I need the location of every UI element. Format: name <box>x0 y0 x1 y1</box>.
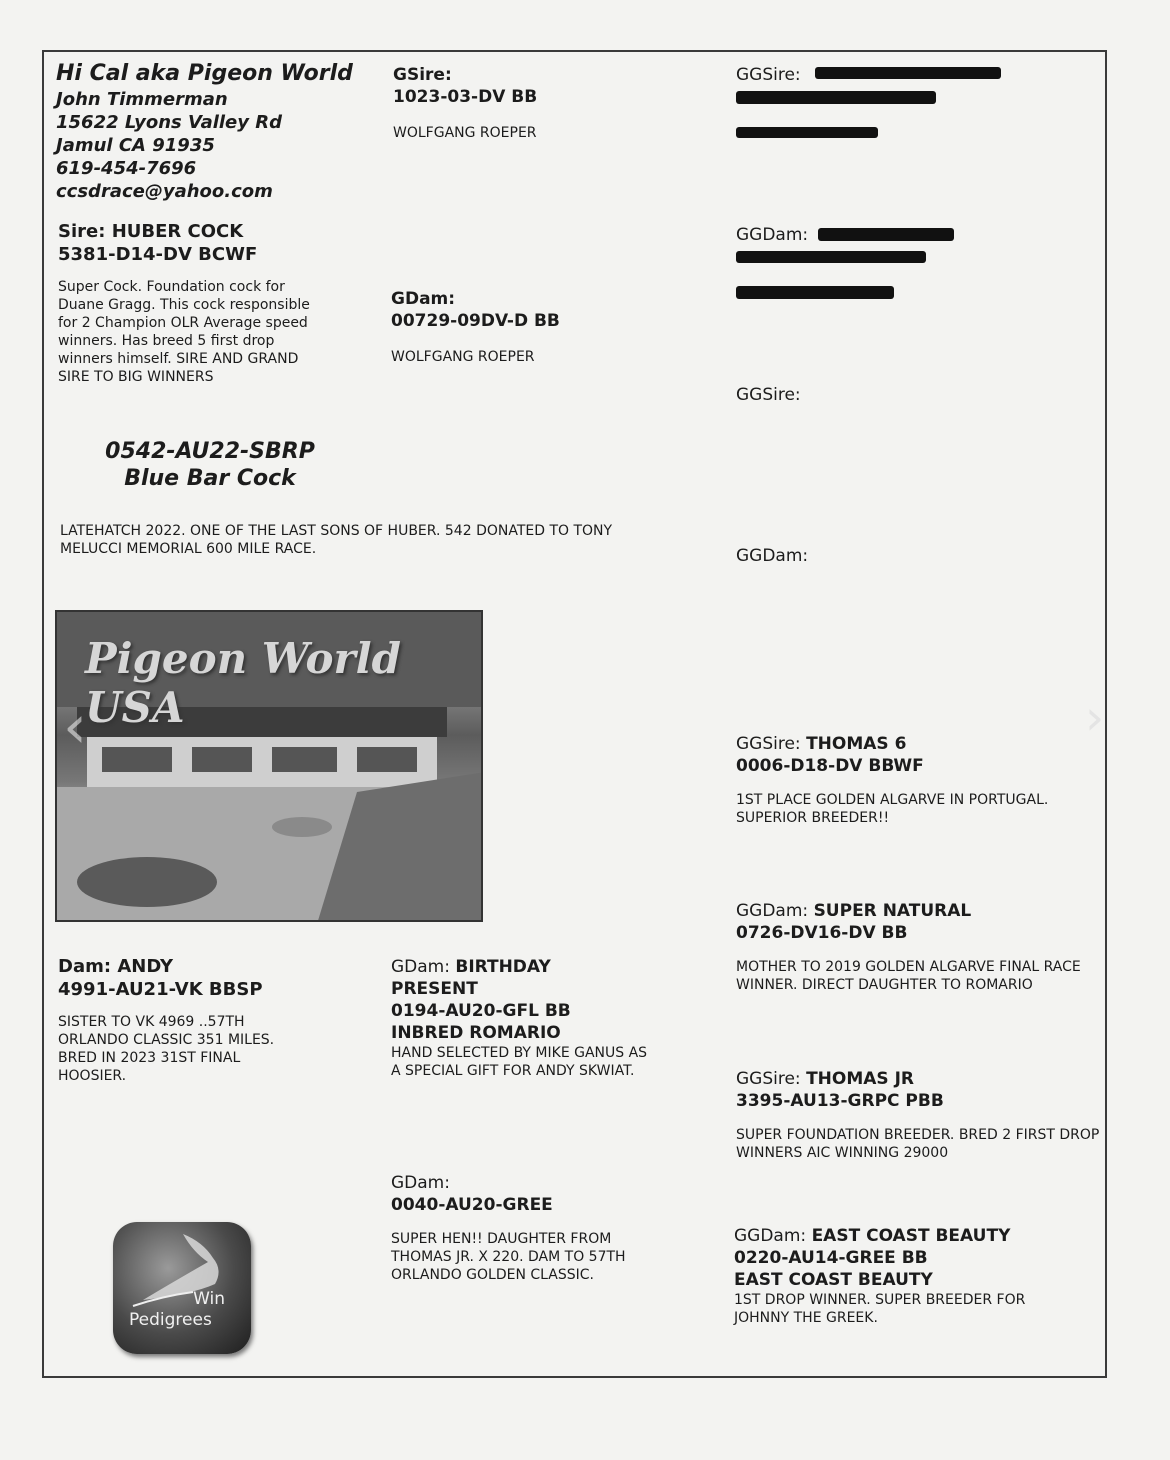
sire-label: Sire: <box>58 221 106 242</box>
ggsire3-band: 0006-D18-DV BBWF <box>736 756 924 776</box>
logo-text-pedigrees: Pedigrees <box>129 1310 212 1330</box>
redaction-bar <box>736 127 878 138</box>
dam-name: ANDY <box>117 956 173 977</box>
ggdam4-name: EAST COAST BEAUTY <box>811 1226 1011 1246</box>
logo-text-win: Win <box>193 1289 225 1309</box>
redaction-bar <box>736 91 936 104</box>
ggdam4-block <box>734 1225 1099 1327</box>
ggsire3-heading <box>736 733 1096 755</box>
pigeon-icon <box>113 1222 251 1354</box>
ggdam2-label: GGDam: <box>736 546 809 566</box>
sire-band: 5381-D14-DV BCWF <box>58 244 258 265</box>
loft-name: Hi Cal aka Pigeon World <box>56 61 353 86</box>
dam-heading <box>58 955 358 978</box>
ggdam4-label: GGDam: <box>734 1226 807 1246</box>
ggdam3-label: GGDam: <box>736 901 809 921</box>
redaction-bar <box>815 67 1001 79</box>
ggdam4-extra: EAST COAST BEAUTY <box>734 1270 933 1290</box>
ggsire4-label: GGSire: <box>736 1069 801 1089</box>
subject-color: Blue Bar Cock <box>124 466 296 491</box>
gdam-top-label: GDam: <box>391 289 456 309</box>
ggsire3-notes: 1ST PLACE GOLDEN ALGARVE IN PORTUGAL. SUPERIOR BREEDER!! <box>736 792 1049 826</box>
dam-band: 4991-AU21-VK BBSP <box>58 979 263 1000</box>
ggsire2-label: GGSire: <box>736 385 801 405</box>
gdam-mid-block <box>391 956 671 1080</box>
gdam-top-band: 00729-09DV-D BB <box>391 311 560 331</box>
gdam-bottom-block <box>391 1172 671 1284</box>
loft-photo <box>55 610 483 922</box>
ggsire1-label: GGSire: <box>736 65 801 85</box>
subject-band: 0542-AU22-SBRP <box>105 439 315 464</box>
ggsire3-label: GGSire: <box>736 734 801 754</box>
gsire-top-breeder: WOLFGANG ROEPER <box>393 125 537 141</box>
gsire-top-label: GSire: <box>393 65 452 85</box>
ggsire3-block <box>736 733 1096 827</box>
gdam-mid-heading <box>391 956 671 978</box>
gdam-bottom-band: 0040-AU20-GREE <box>391 1195 553 1215</box>
dam-notes: SISTER TO VK 4969 ..57TH ORLANDO CLASSIC 351 MILES. BRED IN 2023 31ST FINAL HOOSIER. <box>58 1014 275 1084</box>
ggdam3-band: 0726-DV16-DV BB <box>736 923 908 943</box>
chevron-right-icon[interactable]: › <box>1085 690 1105 746</box>
gdam-top-block <box>391 288 691 366</box>
redaction-bar <box>818 228 954 241</box>
owner-city: Jamul CA 91935 <box>56 135 215 156</box>
sire-notes: Super Cock. Foundation cock for Duane Gragg. This cock responsible for 2 Champion OLR Average speed winners. Has breed 5 first drop winners himself. SIRE AND GRAND SIRE TO BIG WINNERS <box>58 279 310 385</box>
owner-block <box>56 60 386 203</box>
ggsire4-heading <box>736 1068 1101 1090</box>
ggsire4-band: 3395-AU13-GRPC PBB <box>736 1091 944 1111</box>
ggsire4-name: THOMAS JR <box>806 1069 915 1089</box>
subject-notes: LATEHATCH 2022. ONE OF THE LAST SONS OF HUBER. 542 DONATED TO TONY MELUCCI MEMORIAL 600 MILE RACE. <box>60 523 613 557</box>
ggdam1-label: GGDam: <box>736 225 809 245</box>
redaction-bar <box>736 286 894 299</box>
owner-phone: 619-454-7696 <box>56 158 197 179</box>
sire-name: HUBER COCK <box>111 221 244 242</box>
ggsire3-name: THOMAS 6 <box>806 734 907 754</box>
gdam-bottom-label: GDam: <box>391 1173 450 1193</box>
photo-title: Pigeon World USA <box>85 634 402 732</box>
gdam-mid-band: 0194-AU20-GFL BB <box>391 1001 571 1021</box>
gdam-bottom-notes: SUPER HEN!! DAUGHTER FROM THOMAS JR. X 220. DAM TO 57TH ORLANDO GOLDEN CLASSIC. <box>391 1231 626 1283</box>
ggdam3-heading <box>736 900 1096 922</box>
gdam-mid-name2: PRESENT <box>391 979 478 999</box>
win-pedigrees-logo <box>113 1222 251 1354</box>
gdam-mid-extra: INBRED ROMARIO <box>391 1023 561 1043</box>
ggdam4-band: 0220-AU14-GREE BB <box>734 1248 928 1268</box>
ggdam4-heading <box>734 1225 1099 1247</box>
subject-block <box>60 438 360 492</box>
ggdam3-block <box>736 900 1096 994</box>
gsire-top-band: 1023-03-DV BB <box>393 87 538 107</box>
owner-name: John Timmerman <box>56 89 228 110</box>
gsire-top-block <box>393 64 693 142</box>
ggdam3-name: SUPER NATURAL <box>813 901 972 921</box>
ggsire4-notes: SUPER FOUNDATION BREEDER. BRED 2 FIRST DROP WINNERS AIC WINNING 29000 <box>736 1127 1100 1161</box>
dam-label: Dam: <box>58 956 112 977</box>
ggsire4-block <box>736 1068 1101 1162</box>
sire-heading <box>58 220 358 243</box>
gdam-mid-name1: BIRTHDAY <box>455 957 551 977</box>
gdam-mid-notes: HAND SELECTED BY MIKE GANUS AS A SPECIAL GIFT FOR ANDY SKWIAT. <box>391 1045 648 1079</box>
gdam-top-breeder: WOLFGANG ROEPER <box>391 349 535 365</box>
redaction-bar <box>736 251 926 263</box>
owner-address: 15622 Lyons Valley Rd <box>56 112 283 133</box>
gdam-mid-label: GDam: <box>391 957 450 977</box>
ggdam4-notes: 1ST DROP WINNER. SUPER BREEDER FOR JOHNNY THE GREEK. <box>734 1292 1026 1326</box>
owner-email[interactable]: ccsdrace@yahoo.com <box>56 181 273 202</box>
ggdam3-notes: MOTHER TO 2019 GOLDEN ALGARVE FINAL RACE WINNER. DIRECT DAUGHTER TO ROMARIO <box>736 959 1081 993</box>
dam-block <box>58 955 358 1085</box>
sire-block <box>58 220 358 386</box>
chevron-left-icon[interactable]: ‹ <box>63 692 87 762</box>
